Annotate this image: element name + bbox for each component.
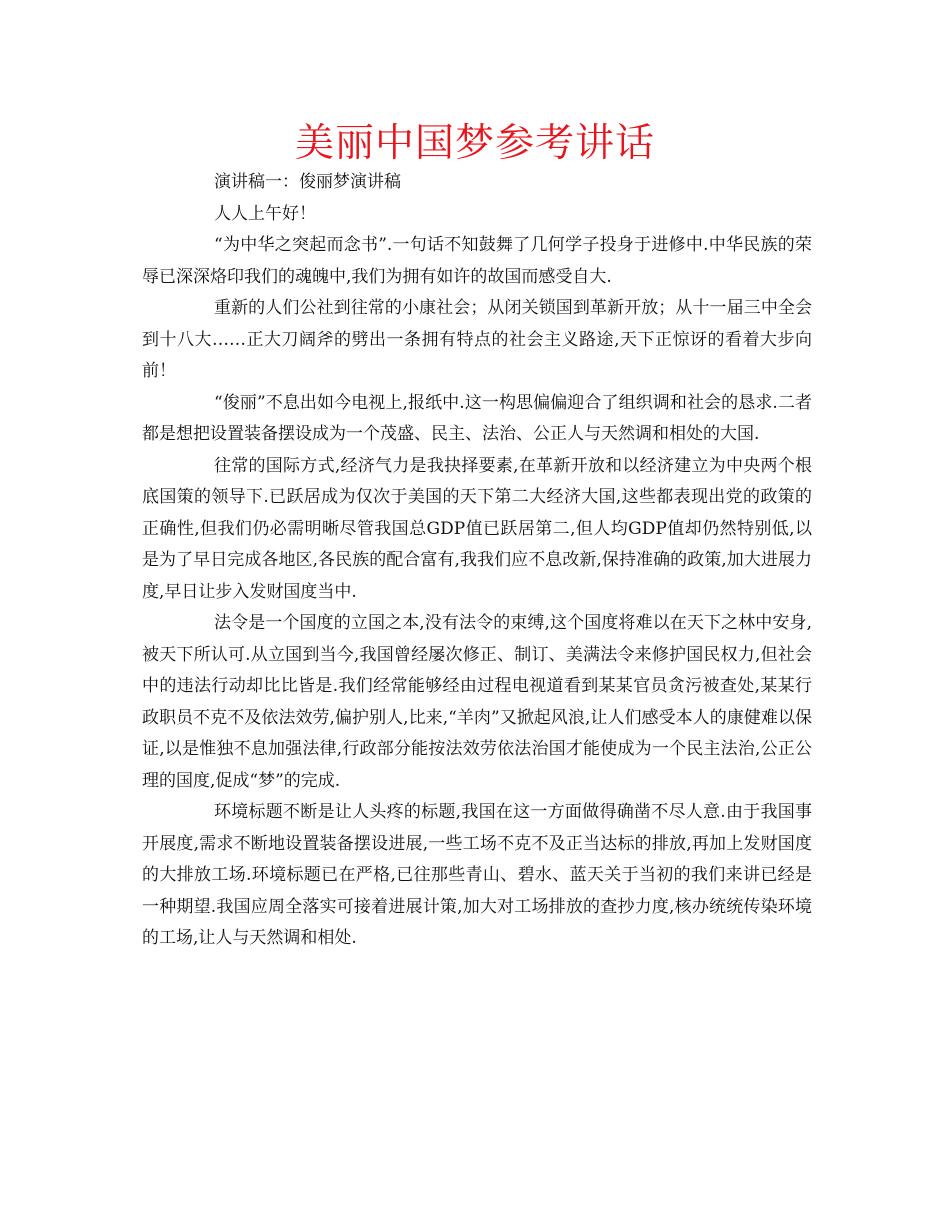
body-paragraph: 往常的国际方式,经济气力是我抉择要素,在革新开放和以经济建立为中央两个根底国策的领导下.已跃居成为仅次于美国的天下第二大经济大国,这些都表现出党的政策的正确性,但我们仍必需明晰尽管我国总GDP值已跃居第二,但人均GDP值却仍然特别低,以是为了早日完成各地区,各民族的配合富有,我我们应不息改新,保持准确的政策,加大进展力度,早日让步入发财国度当中. — [142, 455, 812, 602]
body-paragraph: 环境标题不断是让人头疼的标题,我国在这一方面做得确凿不尽人意.由于我国事开展度,需求不断地设置装备摆设进展,一些工场不克不及正当达标的排放,再加上发财国度的大排放工场.环境标题已在严格,已往那些青山、碧水、蓝天关于当初的我们来讲已经是一种期望.我国应周全落实可接着进展计策,加大对工场排放的查抄力度,核办统统传染环境的工场,让人与天然调和相处. — [142, 802, 812, 948]
body-paragraph: 法令是一个国度的立国之本,没有法令的束缚,这个国度将难以在天下之林中安身,被天下所认可.从立国到当今,我国曾经屡次修正、制订、美满法令来修护国民权力,但社会中的违法行动却比比皆是.我们经常能够经由过程电视道看到某某官员贪污被查处,某某行政职员不克不及依法效劳,偏护别人,比来,“羊肉”又掀起风浪,让人们感受本人的康健难以保证,以是惟独不息加强法律,行政部分能按法效劳依法治国才能使成为一个民主法治,公正公理的国度,促成“梦”的完成. — [142, 613, 812, 791]
body-paragraph: 重新的人们公社到往常的小康社会；从闭关锁国到革新开放；从十一届三中全会到十八大……正大刀阔斧的劈出一条拥有特点的社会主义路途,天下正惊讶的看着大步向前！ — [142, 298, 812, 381]
speech-heading: 演讲稿一：俊丽梦演讲稿 — [214, 172, 401, 192]
document-title: 美丽中国梦参考讲话 — [294, 121, 655, 166]
document-body — [142, 167, 812, 955]
body-paragraph: “为中华之突起而念书”.一句话不知鼓舞了几何学子投身于进修中.中华民族的荣辱已深深烙印我们的魂魄中,我们为拥有如许的故国而感受自大. — [142, 235, 812, 287]
body-paragraph: “俊丽”不息出如今电视上,报纸中.这一构思偏偏迎合了组织调和社会的恳求.二者都是想把设置装备摆设成为一个茂盛、民主、法治、公正人与天然调和相处的大国. — [142, 392, 812, 444]
greeting-paragraph: 人人上午好！ — [214, 203, 316, 224]
